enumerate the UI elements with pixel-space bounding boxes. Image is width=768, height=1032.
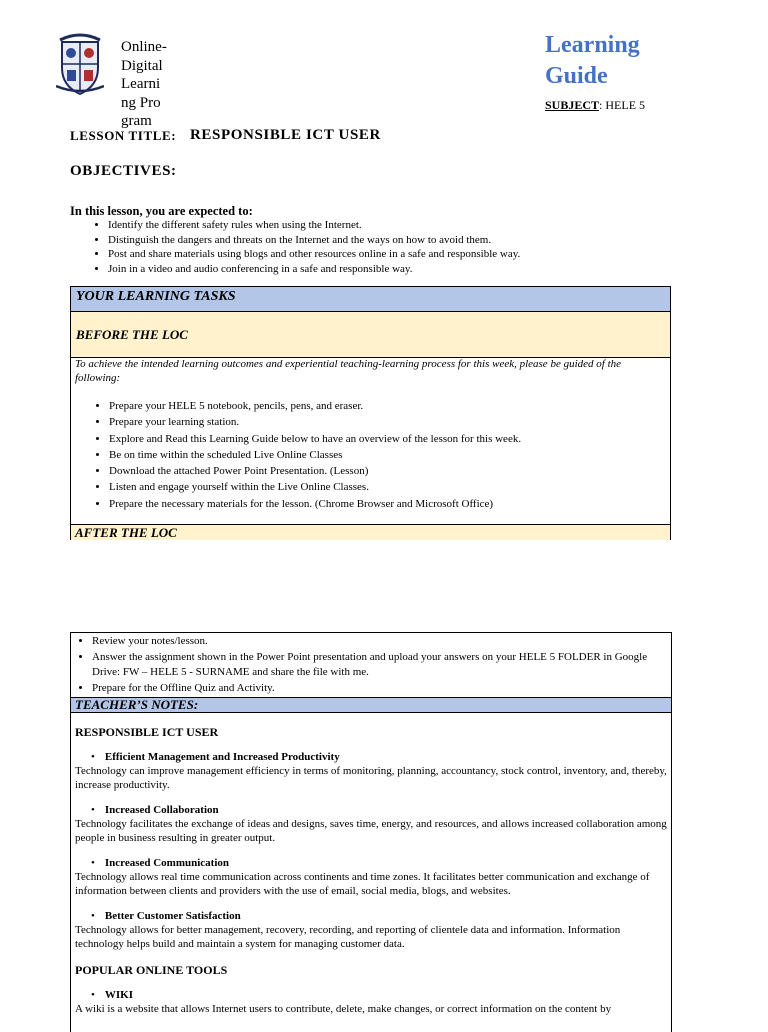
task-item: • Listen and engage yourself within the Live Online Classes. <box>109 479 669 495</box>
task-item: • Prepare the necessary materials for the lesson. (Chrome Browser and Microsoft Office) <box>109 496 669 512</box>
before-loc-body <box>71 358 670 525</box>
organization-name: Online-Digital Learning Program <box>121 39 167 129</box>
subject-line <box>545 98 645 113</box>
objective-item: • Distinguish the dangers and threats on the Internet and the ways on how to avoid them. <box>108 233 748 248</box>
learning-guide-title: Learning Guide <box>545 32 640 89</box>
subject-cut-off-text <box>545 114 645 117</box>
notes-section-heading: POPULAR ONLINE TOOLS <box>75 963 228 977</box>
school-crest-logo <box>56 30 104 96</box>
task-item: • Review your notes/lesson. <box>92 634 667 650</box>
note-item-title: • Better Customer Satisfaction <box>75 909 667 923</box>
task-item: • Prepare your learning station. <box>109 414 669 430</box>
teachers-notes-header: TEACHER’S NOTES: <box>75 697 199 712</box>
before-loc-row <box>71 312 670 358</box>
note-item-text: Technology allows for better management, recovery, recording, and reporting of clientele data and information. Information technology helps build and maintain a system for managing customer data. <box>75 924 621 950</box>
after-loc-list <box>75 634 667 696</box>
page-two-table <box>70 632 672 1032</box>
learning-tasks-header-row <box>71 287 670 312</box>
teachers-notes-body <box>75 713 667 1016</box>
note-item-title: • WIKI <box>75 988 667 1002</box>
note-item-text: Technology can improve management efficiency in terms of monitoring, planning, accountancy, stock control, inventory, and, thereby, increase productivity. <box>75 765 667 791</box>
after-loc-row <box>71 524 670 540</box>
task-item: • Answer the assignment shown in the Power Point presentation and upload your answers on your HELE 5 FOLDER in Google Drive: FW – HELE 5 - SURNAME and share the file with me. <box>92 650 667 681</box>
task-item: • Download the attached Power Point Presentation. (Lesson) <box>109 463 669 479</box>
before-loc-header: BEFORE THE LOC <box>76 327 188 342</box>
before-loc-list <box>75 398 669 512</box>
objective-item: • Join in a video and audio conferencing in a safe and responsible way. <box>108 262 748 277</box>
learning-tasks-table <box>70 286 671 540</box>
task-item: • Be on time within the scheduled Live Online Classes <box>109 447 669 463</box>
learning-tasks-header: YOUR LEARNING TASKS <box>76 289 236 304</box>
note-item-title: • Increased Communication <box>75 856 667 870</box>
objective-item: • Post and share materials using blogs and other resources online in a safe and responsible way. <box>108 247 748 262</box>
teachers-notes-header-row <box>71 697 671 713</box>
lesson-title-value: RESPONSIBLE ICT USER <box>190 127 381 143</box>
subject-label: SUBJECT <box>545 98 600 112</box>
note-item-text: A wiki is a website that allows Internet users to contribute, delete, make changes, or correct information on the content by <box>75 1003 612 1015</box>
lesson-title-label: LESSON TITLE: <box>70 128 177 143</box>
objectives-intro: In this lesson, you are expected to: <box>70 204 253 218</box>
note-item-title: • Efficient Management and Increased Productivity <box>75 750 667 764</box>
objectives-label: OBJECTIVES: <box>70 163 177 179</box>
task-item: • Prepare your HELE 5 notebook, pencils, pens, and eraser. <box>109 398 669 414</box>
note-item-text: Technology allows real time communication across continents and time zones. It facilitates better communication and exchange of information between clients and providers with the use of email, social media, blogs, and websites. <box>75 871 650 897</box>
objective-item: • Identify the different safety rules when using the Internet. <box>108 218 748 233</box>
note-item-text: Technology facilitates the exchange of ideas and designs, saves time, energy, and resources, and allows increased collaboration among people in business resulting in greater output. <box>75 818 667 844</box>
task-item: • Explore and Read this Learning Guide below to have an overview of the lesson for this week. <box>109 431 669 447</box>
after-loc-header: AFTER THE LOC <box>75 525 177 540</box>
notes-section-heading: RESPONSIBLE ICT USER <box>75 725 219 739</box>
subject-value: : HELE 5 <box>599 98 646 112</box>
note-item-title: • Increased Collaboration <box>75 803 667 817</box>
guided-text: To achieve the intended learning outcomes and experiential teaching-learning process for this week, please be guided of the following: <box>75 358 622 384</box>
objectives-list <box>70 218 748 276</box>
task-item: • Prepare for the Offline Quiz and Activity. <box>92 681 667 697</box>
